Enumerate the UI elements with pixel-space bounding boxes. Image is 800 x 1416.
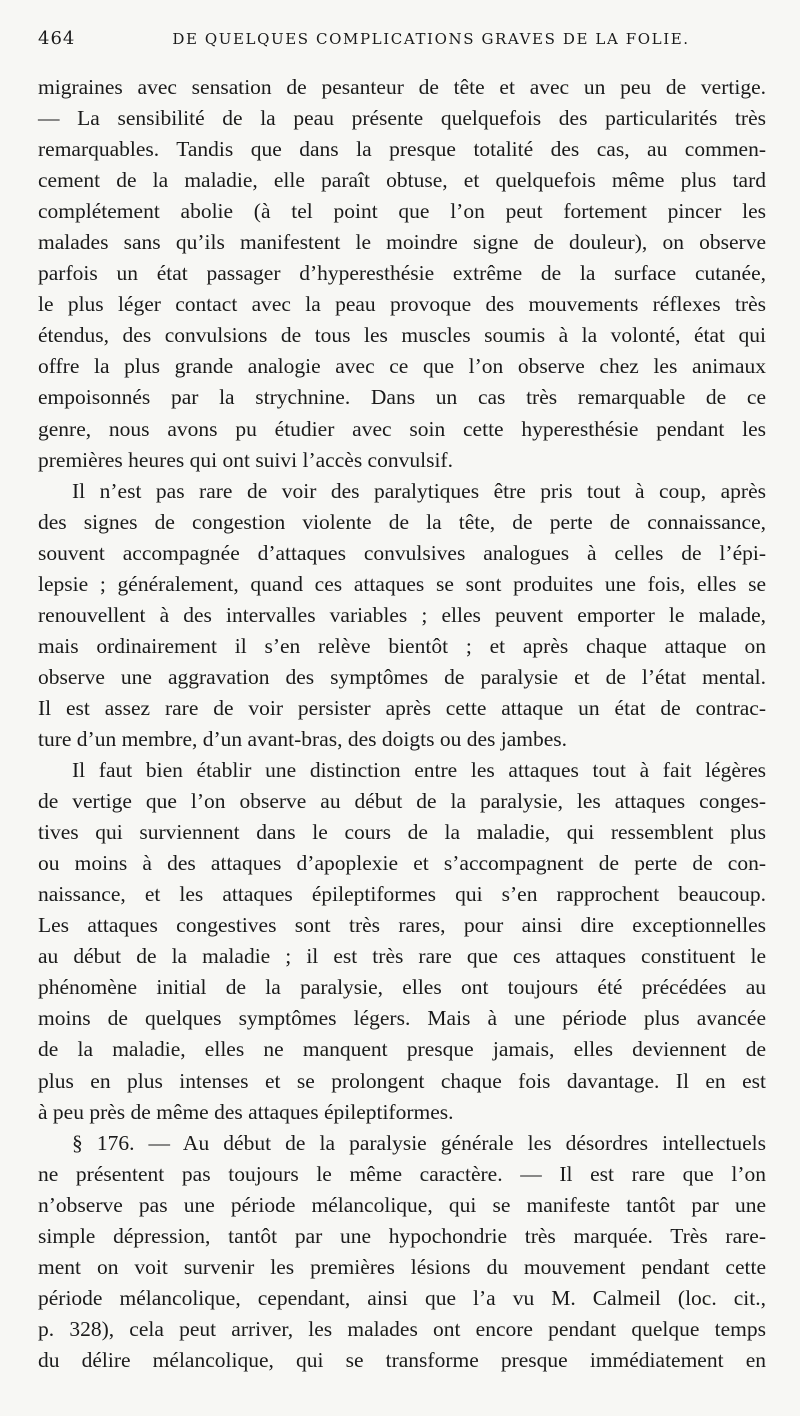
text-line: souvent accompagnée d’attaques convulsives analogues à celles de l’épi- xyxy=(38,540,766,565)
text-line: offre la plus grande analogie avec ce que l’on observe chez les animaux xyxy=(38,354,766,379)
text-line: cement de la maladie, elle paraît obtuse, et quelquefois même plus tard xyxy=(38,168,766,193)
running-title: DE QUELQUES COMPLICATIONS GRAVES DE LA FOLIE. xyxy=(172,30,690,48)
text-line: simple dépression, tantôt par une hypochondrie très marquée. Très rare- xyxy=(38,1223,766,1248)
text-line: n’observe pas une période mélancolique, qui se manifeste tantôt par une xyxy=(38,1192,766,1217)
text-line: ture d’un membre, d’un avant-bras, des doigts ou des jambes. xyxy=(38,726,568,751)
text-line: Il n’est pas rare de voir des paralytiques être pris tout à coup, après xyxy=(72,478,766,503)
text-line: étendus, des convulsions de tous les muscles soumis à la volonté, état qui xyxy=(38,323,766,348)
text-line: à peu près de même des attaques épileptiformes. xyxy=(38,1099,454,1124)
text-line: malades sans qu’ils manifestent le moindre signe de douleur), on observe xyxy=(38,230,766,255)
text-line: naissance, et les attaques épileptiformes qui s’en rapprochent beaucoup. xyxy=(38,882,766,907)
text-line: de la maladie, elles ne manquent presque jamais, elles deviennent de xyxy=(38,1037,766,1062)
running-header xyxy=(38,28,766,60)
text-line: du délire mélancolique, qui se transforme presque immédiatement en xyxy=(38,1347,766,1372)
text-line: de vertige que l’on observe au début de la paralysie, les attaques conges- xyxy=(38,789,766,814)
text-line: le plus léger contact avec la peau provoque des mouvements réflexes très xyxy=(38,292,766,317)
text-line: empoisonnés par la strychnine. Dans un cas très remarquable de ce xyxy=(38,385,766,410)
text-line: plus en plus intenses et se prolongent chaque fois davantage. Il en est xyxy=(38,1068,766,1093)
body-text xyxy=(38,72,766,1376)
text-line: parfois un état passager d’hyperesthésie extrême de la surface cutanée, xyxy=(38,261,766,286)
text-line: Les attaques congestives sont très rares, pour ainsi dire exceptionnelles xyxy=(38,913,766,938)
text-line: observe une aggravation des symptômes de paralysie et de l’état mental. xyxy=(38,664,766,689)
text-line: migraines avec sensation de pesanteur de tête et avec un peu de vertige. xyxy=(38,75,766,99)
text-line: moins de quelques symptômes légers. Mais à une période plus avancée xyxy=(38,1006,766,1031)
text-line: ment on voit survenir les premières lésions du mouvement pendant cette xyxy=(38,1254,766,1279)
text-line: tives qui surviennent dans le cours de la maladie, qui ressemblent plus xyxy=(38,820,766,845)
text-line: ne présentent pas toujours le même caractère. — Il est rare que l’on xyxy=(38,1161,766,1186)
text-line: mais ordinairement il s’en relève bientôt ; et après chaque attaque on xyxy=(38,633,766,658)
text-line: p. 328), cela peut arriver, les malades ont encore pendant quelque temps xyxy=(38,1316,766,1341)
text-line: renouvellent à des intervalles variables ; elles peuvent emporter le malade, xyxy=(38,602,766,627)
text-line: lepsie ; généralement, quand ces attaques se sont produites une fois, elles se xyxy=(38,571,766,596)
text-line: période mélancolique, cependant, ainsi que l’a vu M. Calmeil (loc. cit., xyxy=(38,1285,766,1310)
text-line: au début de la maladie ; il est très rare que ces attaques constituent le xyxy=(38,944,766,969)
text-line: ou moins à des attaques d’apoplexie et s’accompagnent de perte de con- xyxy=(38,851,766,876)
text-line: genre, nous avons pu étudier avec soin cette hyperesthésie pendant les xyxy=(38,416,766,441)
text-line: Il est assez rare de voir persister après cette attaque un état de contrac- xyxy=(38,695,766,720)
text-line: complétement abolie (à tel point que l’on peut fortement pincer les xyxy=(38,199,766,224)
text-line: remarquables. Tandis que dans la presque totalité des cas, au commen- xyxy=(38,137,766,162)
text-line: Il faut bien établir une distinction entre les attaques tout à fait légères xyxy=(72,758,766,783)
text-line: § 176. — Au début de la paralysie générale les désordres intellectuels xyxy=(72,1130,766,1155)
text-line: des signes de congestion violente de la tête, de perte de connaissance, xyxy=(38,509,766,534)
text-line: — La sensibilité de la peau présente quelquefois des particularités très xyxy=(38,106,766,131)
page-number: 464 xyxy=(38,28,76,49)
text-line: premières heures qui ont suivi l’accès convulsif. xyxy=(38,447,453,472)
text-line: phénomène initial de la paralysie, elles ont toujours été précédées au xyxy=(38,975,766,1000)
